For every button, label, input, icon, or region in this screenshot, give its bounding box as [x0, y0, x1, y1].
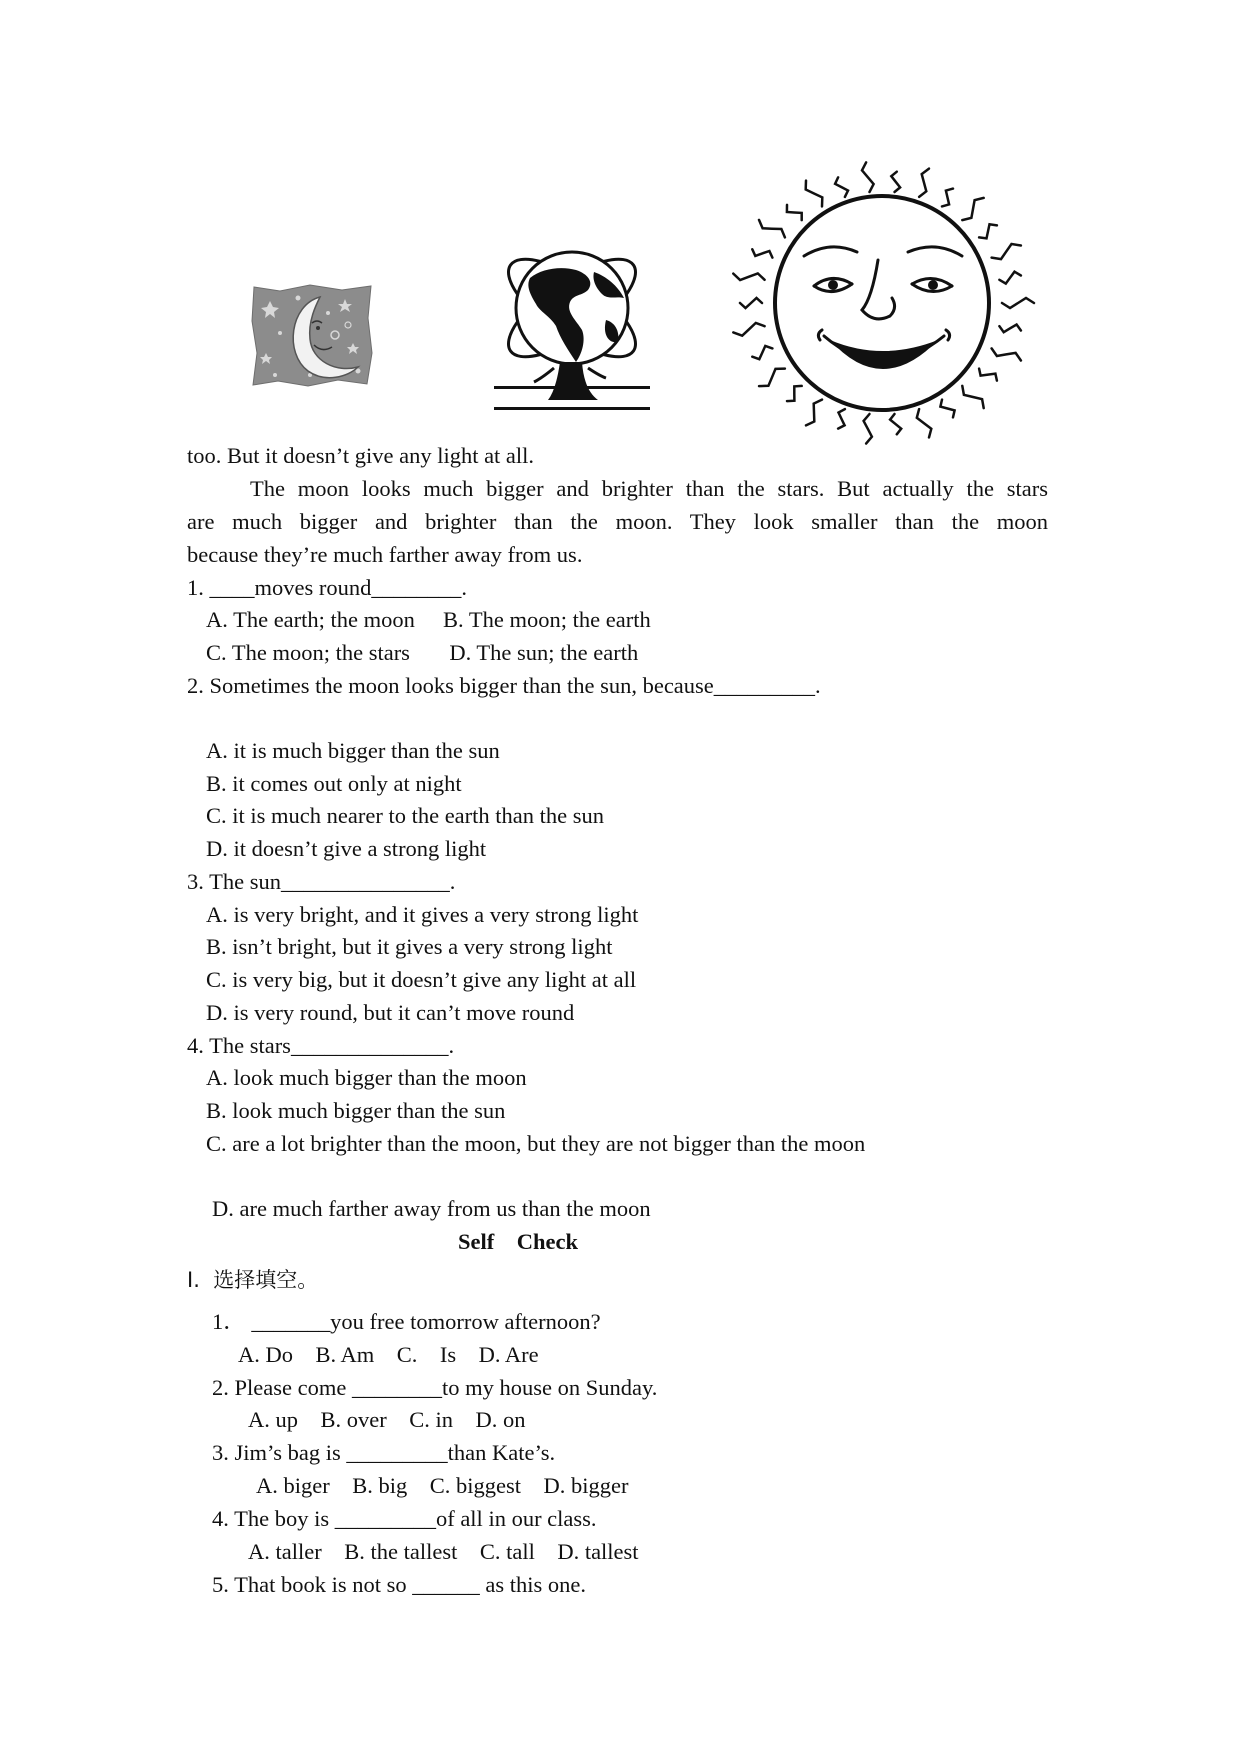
sun-ray	[979, 369, 997, 381]
sun-ray	[940, 400, 954, 418]
answer-option: B. it comes out only at night	[206, 771, 462, 796]
answer-option: B. look much bigger than the sun	[206, 1098, 506, 1123]
answer-option: C. is very big, but it doesn’t give any light at all	[206, 967, 637, 992]
earth-globe-icon	[490, 250, 655, 420]
sun-ray	[1002, 298, 1034, 308]
sun-ray	[962, 386, 983, 408]
answer-option: D. it doesn’t give a strong light	[206, 836, 487, 861]
answer-option: A. is very bright, and it gives a very strong light	[206, 902, 639, 927]
sun-ray	[752, 249, 772, 257]
sun-ray	[787, 205, 802, 220]
passage-line: too. But it doesn’t give any light at all.	[187, 443, 535, 468]
question-stem: 5. That book is not so ______ as this one.	[212, 1572, 586, 1597]
answer-options: A. Do B. Am C. Is D. Are	[238, 1342, 539, 1367]
answer-option: D. are much farther away from us than the moon	[212, 1196, 651, 1221]
sun-ray	[787, 386, 802, 401]
passage-line: The moon looks much bigger and brighter than the stars. But actually the stars	[250, 476, 1048, 501]
section-title: Self Check	[458, 1229, 578, 1254]
passage-line: because they’re much farther away from us.	[187, 542, 583, 567]
moon-picture-icon	[250, 283, 375, 388]
sun-ray	[752, 346, 772, 359]
answer-options: A. taller B. the tallest C. tall D. tallest	[248, 1539, 639, 1564]
sun-ray	[740, 298, 762, 308]
question-stem: 4. The boy is _________of all in our class.	[212, 1506, 597, 1531]
question-stem: 1． _______you free tomorrow afternoon?	[212, 1309, 601, 1334]
answer-option: C. it is much nearer to the earth than the sun	[206, 803, 605, 828]
question-stem: 3. Jim’s bag is _________than Kate’s.	[212, 1440, 556, 1465]
answer-options: A. biger B. big C. biggest D. bigger	[256, 1473, 629, 1498]
sun-ray	[806, 400, 822, 426]
sun-ray	[759, 369, 785, 387]
sun-ray	[891, 172, 900, 192]
sun-face-icon	[712, 148, 1052, 458]
answer-options: C. The moon; the stars D. The sun; the earth	[206, 640, 639, 665]
question-stem: 1. ____moves round________.	[187, 575, 467, 600]
sun-ray	[759, 220, 785, 238]
sun-ray	[992, 244, 1021, 259]
sun-ray	[917, 409, 932, 437]
sun-ray	[864, 414, 872, 444]
question-stem: 2. Sometimes the moon looks bigger than the sun, because_________.	[187, 673, 821, 698]
answer-option: A. it is much bigger than the sun	[206, 738, 500, 763]
sun-ray	[992, 348, 1021, 360]
section-heading: I. 选择填空。	[187, 1268, 319, 1292]
question-stem: 4. The stars______________.	[187, 1033, 455, 1058]
sun-ray	[835, 177, 848, 197]
question-stem: 3. The sun_______________.	[187, 869, 456, 894]
sun-ray	[862, 162, 874, 192]
answer-option: B. isn’t bright, but it gives a very strong light	[206, 934, 613, 959]
sun-ray	[962, 198, 983, 220]
sun-ray	[999, 325, 1021, 333]
sun-ray	[919, 169, 929, 197]
sun-ray	[979, 224, 997, 238]
answer-options: A. up B. over C. in D. on	[248, 1407, 526, 1432]
sun-ray	[806, 181, 823, 207]
sun-ray	[733, 323, 764, 336]
sun-ray	[838, 409, 845, 429]
question-stem: 2. Please come ________to my house on Sunday.	[212, 1375, 658, 1400]
sun-ray	[942, 189, 953, 207]
answer-option: D. is very round, but it can’t move round	[206, 1000, 575, 1025]
answer-options: A. The earth; the moon B. The moon; the earth	[206, 607, 651, 632]
sun-ray	[733, 273, 764, 280]
answer-option: C. are a lot brighter than the moon, but they are not bigger than the moon	[206, 1131, 866, 1156]
sun-ray	[999, 272, 1021, 284]
answer-option: A. look much bigger than the moon	[206, 1065, 527, 1090]
passage-line: are much bigger and brighter than the moon. They look smaller than the moon	[187, 509, 1048, 534]
sun-ray	[890, 414, 901, 434]
